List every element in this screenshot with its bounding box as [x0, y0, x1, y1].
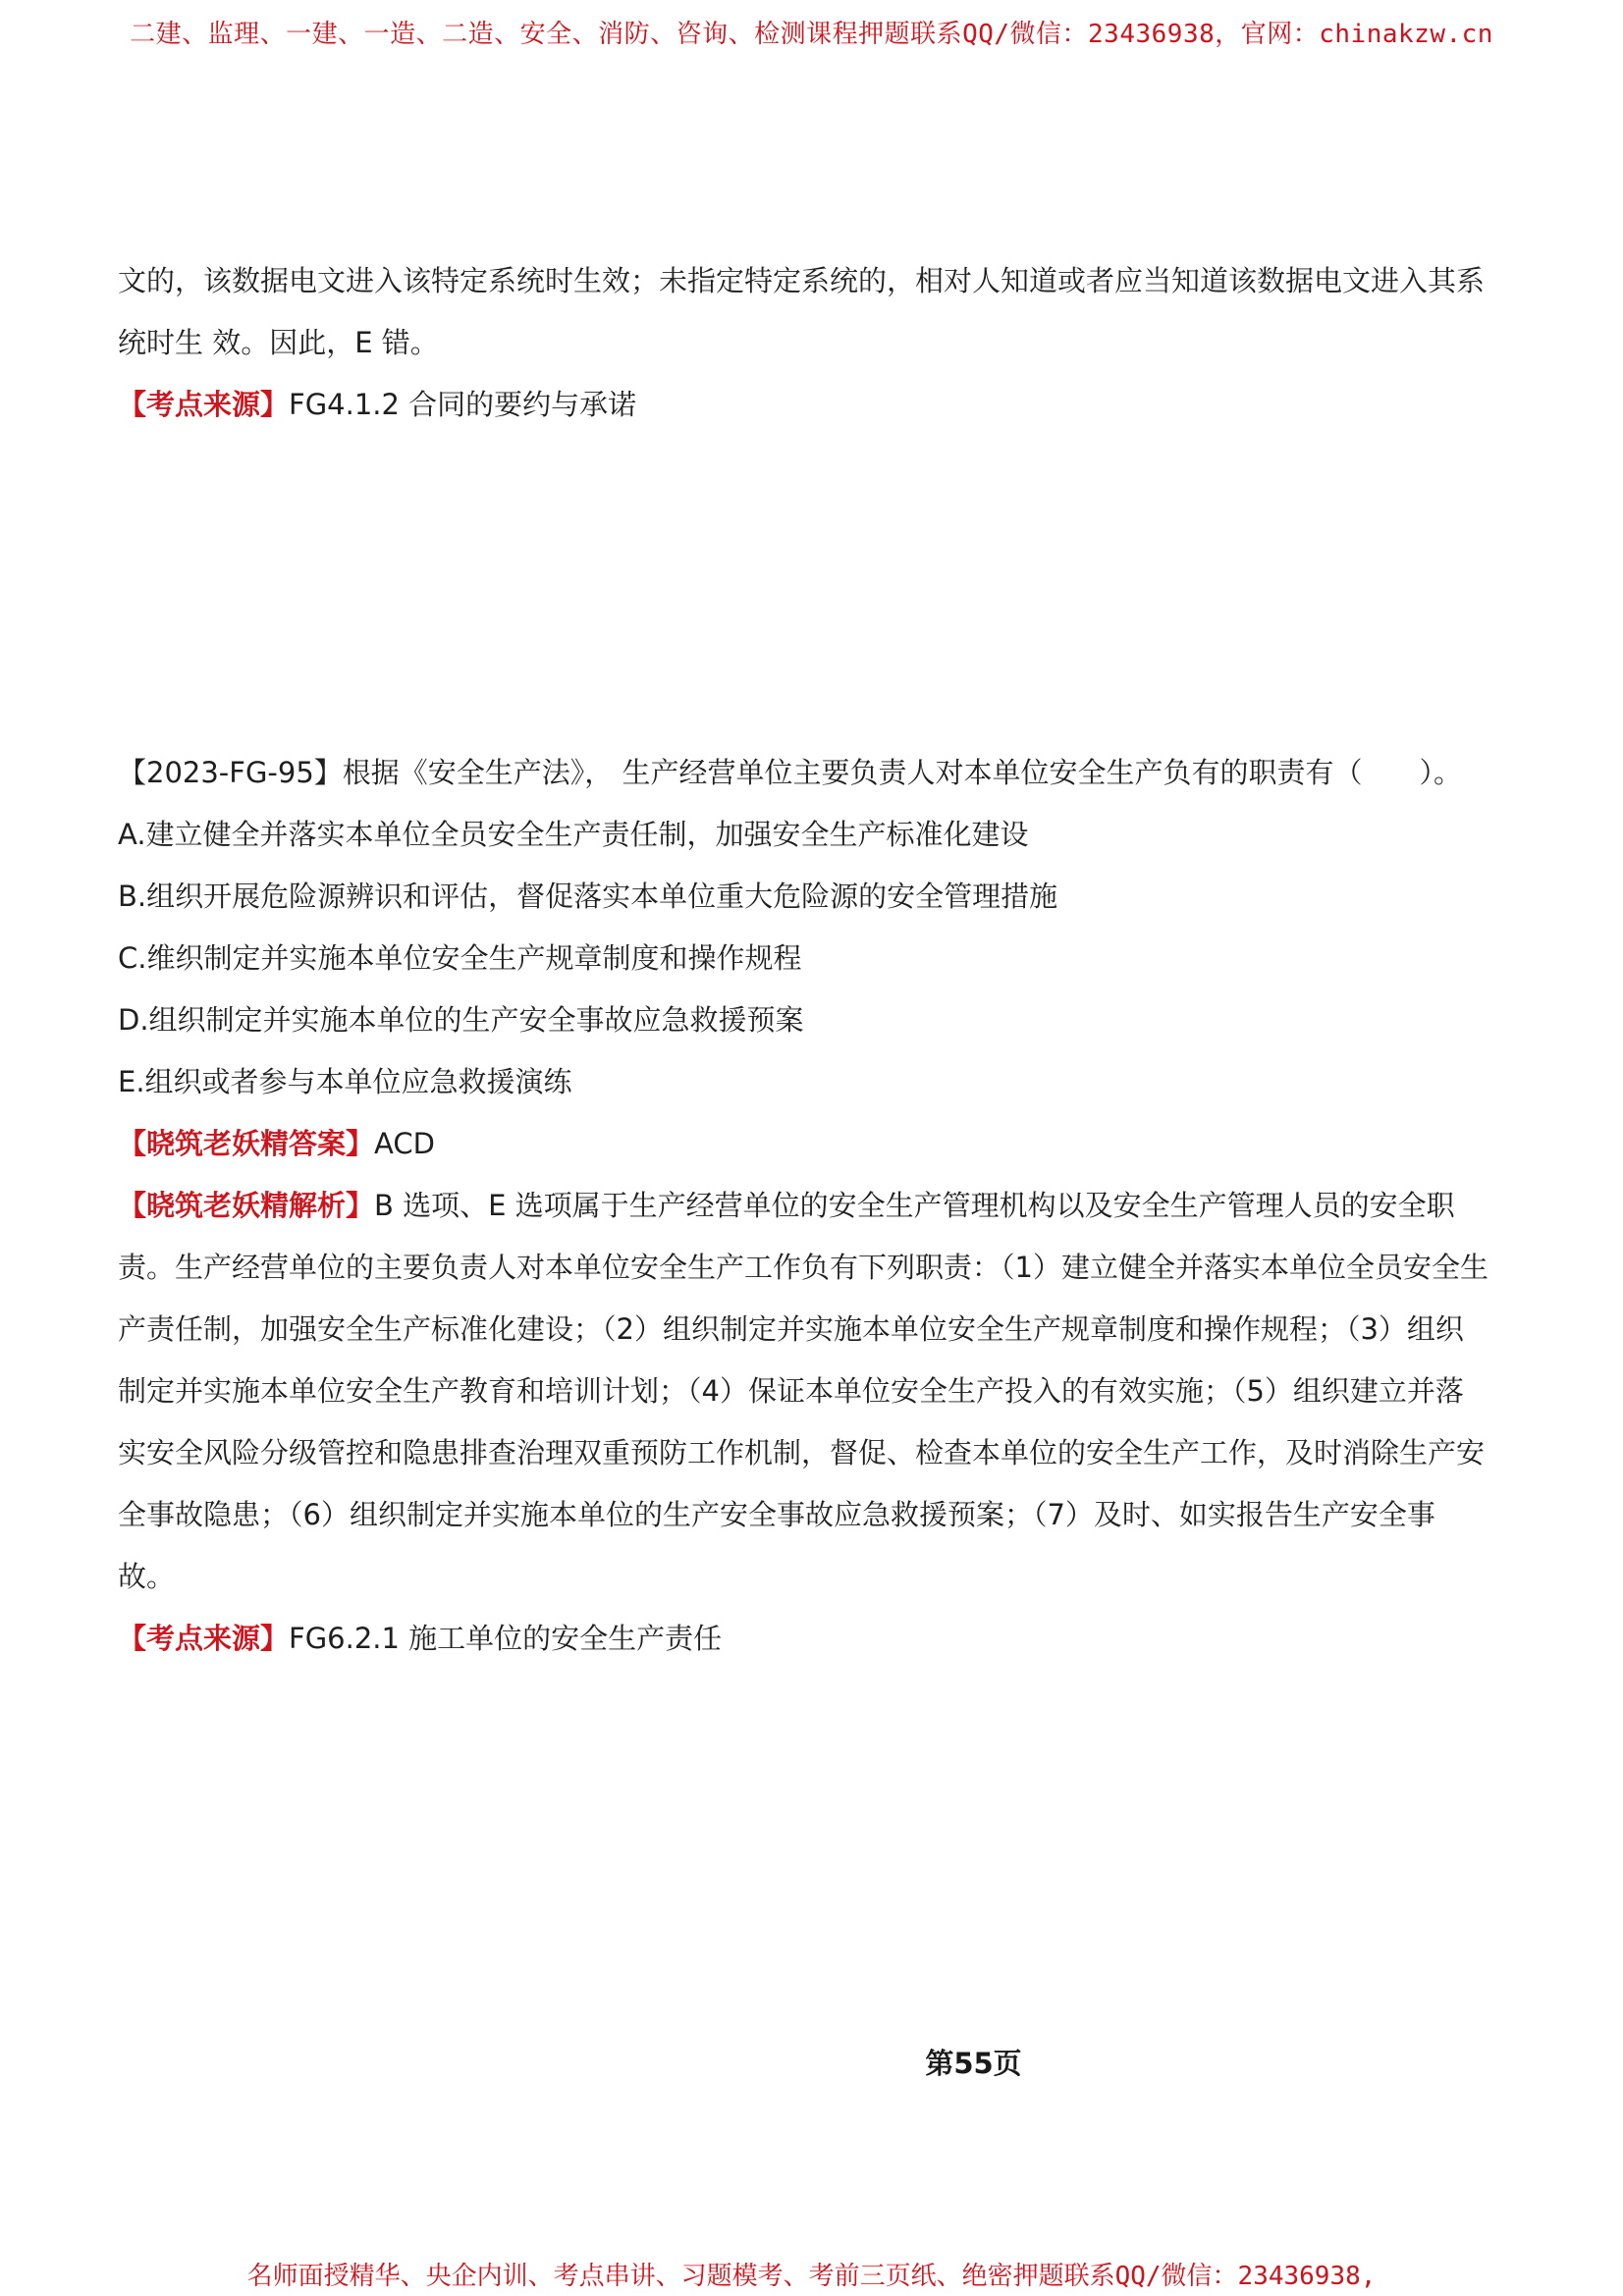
- analysis-line-3: 产责任制，加强安全生产标准化建设；（2）组织制定并实施本单位安全生产规章制度和操作规程；（3）组织: [118, 1312, 1464, 1346]
- analysis-line-1: [118, 1175, 1522, 1237]
- analysis-label: 【晓筑老妖精解析】: [118, 1189, 375, 1222]
- option-d: D.组织制定并实施本单位的生产安全事故应急救援预案: [118, 1003, 804, 1037]
- option-b: B.组织开展危险源辨识和评估，督促落实本单位重大危险源的安全管理措施: [118, 880, 1058, 913]
- analysis-line-2: 责。生产经营单位的主要负责人对本单位安全生产工作负有下列职责：（1）建立健全并落实本单位全员安全生: [118, 1251, 1488, 1284]
- previous-answer-line-2: 统时生 效。因此，E 错。: [118, 326, 439, 359]
- question-stem: 【2023-FG-95】根据《安全生产法》， 生产经营单位主要负责人对本单位安全生产负有的职责有（ ）。: [118, 756, 1463, 789]
- analysis-text-1: B 选项、E 选项属于生产经营单位的安全生产管理机构以及安全生产管理人员的安全职: [374, 1189, 1455, 1222]
- previous-answer-line-1: 文的，该数据电文进入该特定系统时生效；未指定特定系统的，相对人知道或者应当知道该数据电文进入其系: [118, 264, 1486, 297]
- source-label: 【考点来源】: [118, 388, 290, 421]
- page-number: 第55页: [925, 2047, 1022, 2080]
- source-text: FG4.1.2 合同的要约与承诺: [289, 388, 637, 421]
- option-e: E.组织或者参与本单位应急救援演练: [118, 1065, 572, 1098]
- header-contact-banner: 二建、监理、一建、一造、二造、安全、消防、咨询、检测课程押题联系QQ/微信：23436938，官网：chinakzw.cn: [130, 20, 1493, 49]
- answer-text: ACD: [374, 1127, 435, 1160]
- analysis-line-4: 制定并实施本单位安全生产教育和培训计划；（4）保证本单位安全生产投入的有效实施；（5）组织建立并落: [118, 1374, 1464, 1408]
- source-text: FG6.2.1 施工单位的安全生产责任: [289, 1622, 723, 1655]
- previous-source-line: [118, 374, 1522, 436]
- previous-answer-block: [118, 250, 1522, 436]
- question-source-line: [118, 1608, 1522, 1670]
- source-label: 【考点来源】: [118, 1622, 290, 1655]
- answer-label: 【晓筑老妖精答案】: [118, 1127, 375, 1160]
- footer-contact-banner: 名师面授精华、央企内训、考点串讲、习题模考、考前三页纸、绝密押题联系QQ/微信：23436938,: [246, 2262, 1377, 2291]
- analysis-line-5: 实安全风险分级管控和隐患排查治理双重预防工作机制，督促、检查本单位的安全生产工作，及时消除生产安: [118, 1436, 1486, 1469]
- question-block: [118, 742, 1522, 1670]
- analysis-line-6: 全事故隐患；（6）组织制定并实施本单位的生产安全事故应急救援预案；（7）及时、如实报告生产安全事: [118, 1498, 1435, 1531]
- option-a: A.建立健全并落实本单位全员安全生产责任制，加强安全生产标准化建设: [118, 818, 1029, 851]
- option-c: C.维织制定并实施本单位安全生产规章制度和操作规程: [118, 941, 802, 975]
- analysis-line-7: 故。: [118, 1560, 176, 1593]
- answer-line: [118, 1113, 1522, 1175]
